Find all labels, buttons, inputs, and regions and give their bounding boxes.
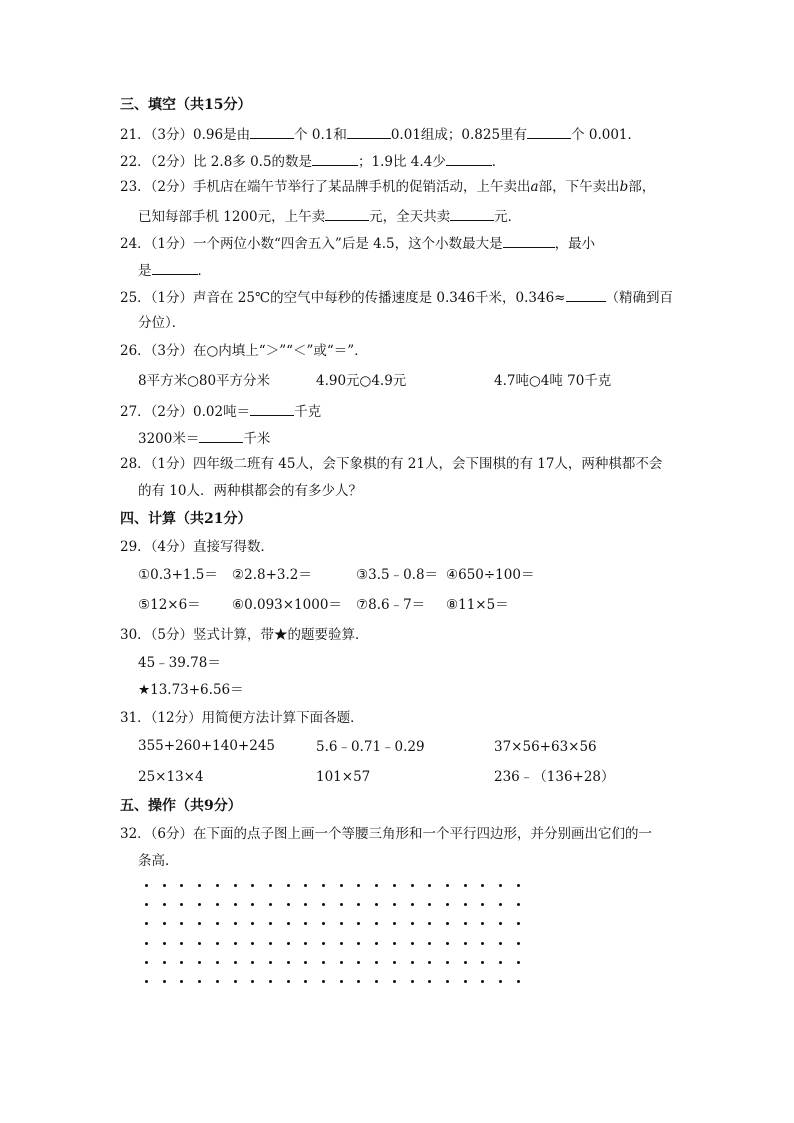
grid-dot[interactable] (251, 903, 254, 906)
question-27-line-2: 3200米＝ 千米 (138, 428, 270, 448)
grid-dot[interactable] (481, 980, 484, 983)
grid-dot[interactable] (517, 980, 520, 983)
answer-blank[interactable] (347, 124, 391, 139)
calc-item: ③3.5﹣0.8＝ (356, 567, 439, 583)
grid-dot[interactable] (340, 922, 343, 925)
grid-dot[interactable] (357, 961, 360, 964)
question-29: 29．（4分）直接写得数． (120, 539, 275, 555)
grid-dot[interactable] (446, 980, 449, 983)
grid-dot[interactable] (446, 961, 449, 964)
section-title-calculation: 四、计算（共21分） (120, 511, 252, 527)
grid-dot[interactable] (216, 884, 219, 887)
grid-dot[interactable] (411, 942, 414, 945)
grid-dot[interactable] (180, 903, 183, 906)
answer-blank[interactable] (250, 124, 294, 139)
grid-dot[interactable] (322, 922, 325, 925)
vertical-calc-2: ★13.73+6.56＝ (138, 682, 244, 698)
grid-dot[interactable] (145, 961, 148, 964)
grid-dot[interactable] (393, 922, 396, 925)
question-32-line-2: 条高． (138, 853, 179, 869)
simplify-item: 101×57 (316, 769, 371, 785)
grid-dot[interactable] (357, 942, 360, 945)
grid-dot[interactable] (446, 903, 449, 906)
grid-dot[interactable] (304, 884, 307, 887)
grid-dot[interactable] (234, 942, 237, 945)
grid-dot[interactable] (180, 922, 183, 925)
grid-dot[interactable] (322, 961, 325, 964)
grid-dot[interactable] (287, 942, 290, 945)
grid-dot[interactable] (251, 942, 254, 945)
grid-dot[interactable] (375, 942, 378, 945)
grid-dot[interactable] (375, 903, 378, 906)
grid-dot[interactable] (251, 980, 254, 983)
grid-dot[interactable] (322, 884, 325, 887)
grid-dot[interactable] (198, 884, 201, 887)
grid-dot[interactable] (517, 922, 520, 925)
grid-dot[interactable] (464, 922, 467, 925)
calc-item: ⑦8.6﹣7＝ (356, 597, 426, 613)
grid-dot[interactable] (446, 884, 449, 887)
grid-dot[interactable] (216, 922, 219, 925)
grid-dot[interactable] (428, 922, 431, 925)
grid-dot[interactable] (234, 980, 237, 983)
grid-dot[interactable] (304, 922, 307, 925)
simplify-item: 5.6﹣0.71﹣0.29 (316, 739, 425, 755)
question-21: 21．（3分）0.96是由 个 0.1和 0.01组成；0.825里有 个 0.001． (120, 124, 641, 144)
grid-dot[interactable] (499, 961, 502, 964)
grid-dot[interactable] (251, 884, 254, 887)
grid-dot[interactable] (481, 884, 484, 887)
grid-dot[interactable] (234, 884, 237, 887)
grid-dot[interactable] (411, 980, 414, 983)
compare-item-3: 4.7吨○4吨 70千克 (494, 373, 612, 389)
question-26: 26．（3分）在○内填上“＞”“＜”或“＝”． (120, 343, 368, 359)
grid-dot[interactable] (216, 980, 219, 983)
calc-item: ⑤12×6＝ (138, 597, 201, 613)
grid-dot[interactable] (145, 922, 148, 925)
grid-dot[interactable] (287, 922, 290, 925)
simplify-item: 236﹣（136+28） (494, 769, 615, 785)
grid-dot[interactable] (322, 903, 325, 906)
grid-dot[interactable] (163, 942, 166, 945)
grid-dot[interactable] (464, 980, 467, 983)
question-24: 24．（1分）一个两位小数“四舍五入”后是 4.5，这个小数最大是 ，最小 (120, 233, 595, 253)
grid-dot[interactable] (251, 961, 254, 964)
grid-dot[interactable] (393, 961, 396, 964)
answer-blank[interactable] (199, 428, 243, 443)
grid-dot[interactable] (198, 980, 201, 983)
grid-dot[interactable] (340, 903, 343, 906)
grid-dot[interactable] (163, 961, 166, 964)
grid-dot[interactable] (145, 980, 148, 983)
grid-dot[interactable] (304, 903, 307, 906)
grid-dot[interactable] (411, 961, 414, 964)
grid-dot[interactable] (163, 980, 166, 983)
grid-dot[interactable] (428, 961, 431, 964)
grid-dot[interactable] (198, 922, 201, 925)
grid-dot[interactable] (375, 961, 378, 964)
answer-blank[interactable] (446, 151, 492, 166)
grid-dot[interactable] (357, 884, 360, 887)
answer-blank[interactable] (527, 124, 571, 139)
answer-blank[interactable] (566, 287, 606, 302)
grid-dot[interactable] (287, 980, 290, 983)
grid-dot[interactable] (499, 942, 502, 945)
grid-dot[interactable] (163, 922, 166, 925)
answer-blank[interactable] (312, 151, 358, 166)
grid-dot[interactable] (287, 961, 290, 964)
grid-dot[interactable] (499, 884, 502, 887)
grid-dot[interactable] (464, 903, 467, 906)
grid-dot[interactable] (464, 884, 467, 887)
calc-item: ⑧11×5＝ (446, 597, 509, 613)
calc-item: ④650÷100＝ (446, 567, 535, 583)
grid-dot[interactable] (287, 903, 290, 906)
grid-dot[interactable] (375, 922, 378, 925)
grid-dot[interactable] (411, 884, 414, 887)
vertical-calc-1: 45﹣39.78＝ (138, 655, 221, 671)
grid-dot[interactable] (234, 961, 237, 964)
answer-blank[interactable] (325, 206, 369, 221)
grid-dot[interactable] (393, 942, 396, 945)
grid-dot[interactable] (269, 903, 272, 906)
calc-item: ②2.8+3.2＝ (232, 567, 312, 583)
question-28: 28．（1分）四年级二班有 45人，会下象棋的有 21人，会下围棋的有 17人，两种棋都不会 (120, 456, 663, 472)
grid-dot[interactable] (517, 903, 520, 906)
grid-dot[interactable] (180, 884, 183, 887)
grid-dot[interactable] (428, 980, 431, 983)
grid-dot[interactable] (163, 884, 166, 887)
grid-dot[interactable] (340, 961, 343, 964)
grid-dot[interactable] (198, 903, 201, 906)
grid-dot[interactable] (357, 980, 360, 983)
grid-dot[interactable] (216, 961, 219, 964)
grid-dot[interactable] (464, 961, 467, 964)
grid-dot[interactable] (446, 922, 449, 925)
answer-blank[interactable] (250, 401, 294, 416)
grid-dot[interactable] (304, 980, 307, 983)
grid-dot[interactable] (322, 942, 325, 945)
grid-dot[interactable] (180, 980, 183, 983)
grid-dot[interactable] (180, 961, 183, 964)
grid-dot[interactable] (198, 942, 201, 945)
grid-dot[interactable] (481, 903, 484, 906)
grid-dot[interactable] (357, 903, 360, 906)
question-28-line-2: 的有 10人．两种棋都会的有多少人？ (138, 483, 362, 499)
simplify-item: 355+260+140+245 (138, 738, 276, 754)
section-title-operation: 五、操作（共9分） (120, 798, 242, 814)
grid-dot[interactable] (145, 903, 148, 906)
simplify-item: 37×56+63×56 (494, 739, 597, 755)
grid-dot[interactable] (269, 942, 272, 945)
grid-dot[interactable] (269, 980, 272, 983)
grid-dot[interactable] (322, 980, 325, 983)
grid-dot[interactable] (428, 884, 431, 887)
grid-dot[interactable] (499, 922, 502, 925)
grid-dot[interactable] (251, 922, 254, 925)
compare-item-2: 4.90元○4.9元 (316, 373, 407, 389)
question-30: 30．（5分）竖式计算，带★的题要验算． (120, 627, 369, 643)
grid-dot[interactable] (393, 903, 396, 906)
grid-dot[interactable] (340, 980, 343, 983)
grid-dot[interactable] (234, 903, 237, 906)
grid-dot[interactable] (481, 961, 484, 964)
grid-dot[interactable] (464, 942, 467, 945)
grid-dot[interactable] (411, 903, 414, 906)
answer-blank[interactable] (503, 233, 555, 248)
grid-dot[interactable] (428, 942, 431, 945)
grid-dot[interactable] (428, 903, 431, 906)
question-31: 31．（12分）用简便方法计算下面各题． (120, 710, 364, 726)
question-25-line-2: 分位）． (138, 315, 186, 331)
calc-item: ①0.3+1.5＝ (138, 567, 218, 583)
grid-dot[interactable] (340, 884, 343, 887)
grid-dot[interactable] (269, 961, 272, 964)
question-23-line-2: 已知每部手机 1200元，上午卖 元，全天共卖 元． (138, 206, 521, 226)
question-32: 32．（6分）在下面的点子图上画一个等腰三角形和一个平行四边形，并分别画出它们的一 (120, 826, 653, 842)
grid-dot[interactable] (180, 942, 183, 945)
grid-dot[interactable] (269, 922, 272, 925)
grid-dot[interactable] (517, 884, 520, 887)
section-title-fill-in: 三、填空（共15分） (120, 97, 252, 113)
grid-dot[interactable] (499, 903, 502, 906)
grid-dot[interactable] (357, 922, 360, 925)
question-23: 23．（2分）手机店在端午节举行了某品牌手机的促销活动，上午卖出a部，下午卖出b部， (120, 179, 656, 195)
grid-dot[interactable] (234, 922, 237, 925)
question-27: 27．（2分）0.02吨＝ 千克 (120, 401, 321, 421)
grid-dot[interactable] (517, 942, 520, 945)
grid-dot[interactable] (340, 942, 343, 945)
grid-dot[interactable] (145, 884, 148, 887)
grid-dot[interactable] (216, 903, 219, 906)
question-25: 25．（1分）声音在 25℃的空气中每秒的传播速度是 0.346千米，0.346≈ （精确到百 (120, 287, 673, 307)
compare-item-1: 8平方米○80平方分米 (138, 373, 271, 389)
grid-dot[interactable] (269, 884, 272, 887)
question-24-line-2: 是 ． (138, 260, 211, 280)
grid-dot[interactable] (304, 961, 307, 964)
grid-dot[interactable] (304, 942, 307, 945)
answer-blank[interactable] (152, 260, 198, 275)
grid-dot[interactable] (216, 942, 219, 945)
grid-dot[interactable] (481, 922, 484, 925)
grid-dot[interactable] (375, 884, 378, 887)
grid-dot[interactable] (517, 961, 520, 964)
grid-dot[interactable] (287, 884, 290, 887)
grid-dot[interactable] (145, 942, 148, 945)
simplify-item: 25×13×4 (138, 769, 204, 785)
answer-blank[interactable] (450, 206, 494, 221)
grid-dot[interactable] (163, 903, 166, 906)
grid-dot[interactable] (446, 942, 449, 945)
grid-dot[interactable] (499, 980, 502, 983)
grid-dot[interactable] (198, 961, 201, 964)
calc-item: ⑥0.093×1000＝ (232, 597, 342, 613)
grid-dot[interactable] (393, 884, 396, 887)
grid-dot[interactable] (411, 922, 414, 925)
question-22: 22．（2分）比 2.8多 0.5的数是 ；1.9比 4.4少 ． (120, 151, 505, 171)
grid-dot[interactable] (481, 942, 484, 945)
grid-dot[interactable] (393, 980, 396, 983)
grid-dot[interactable] (375, 980, 378, 983)
